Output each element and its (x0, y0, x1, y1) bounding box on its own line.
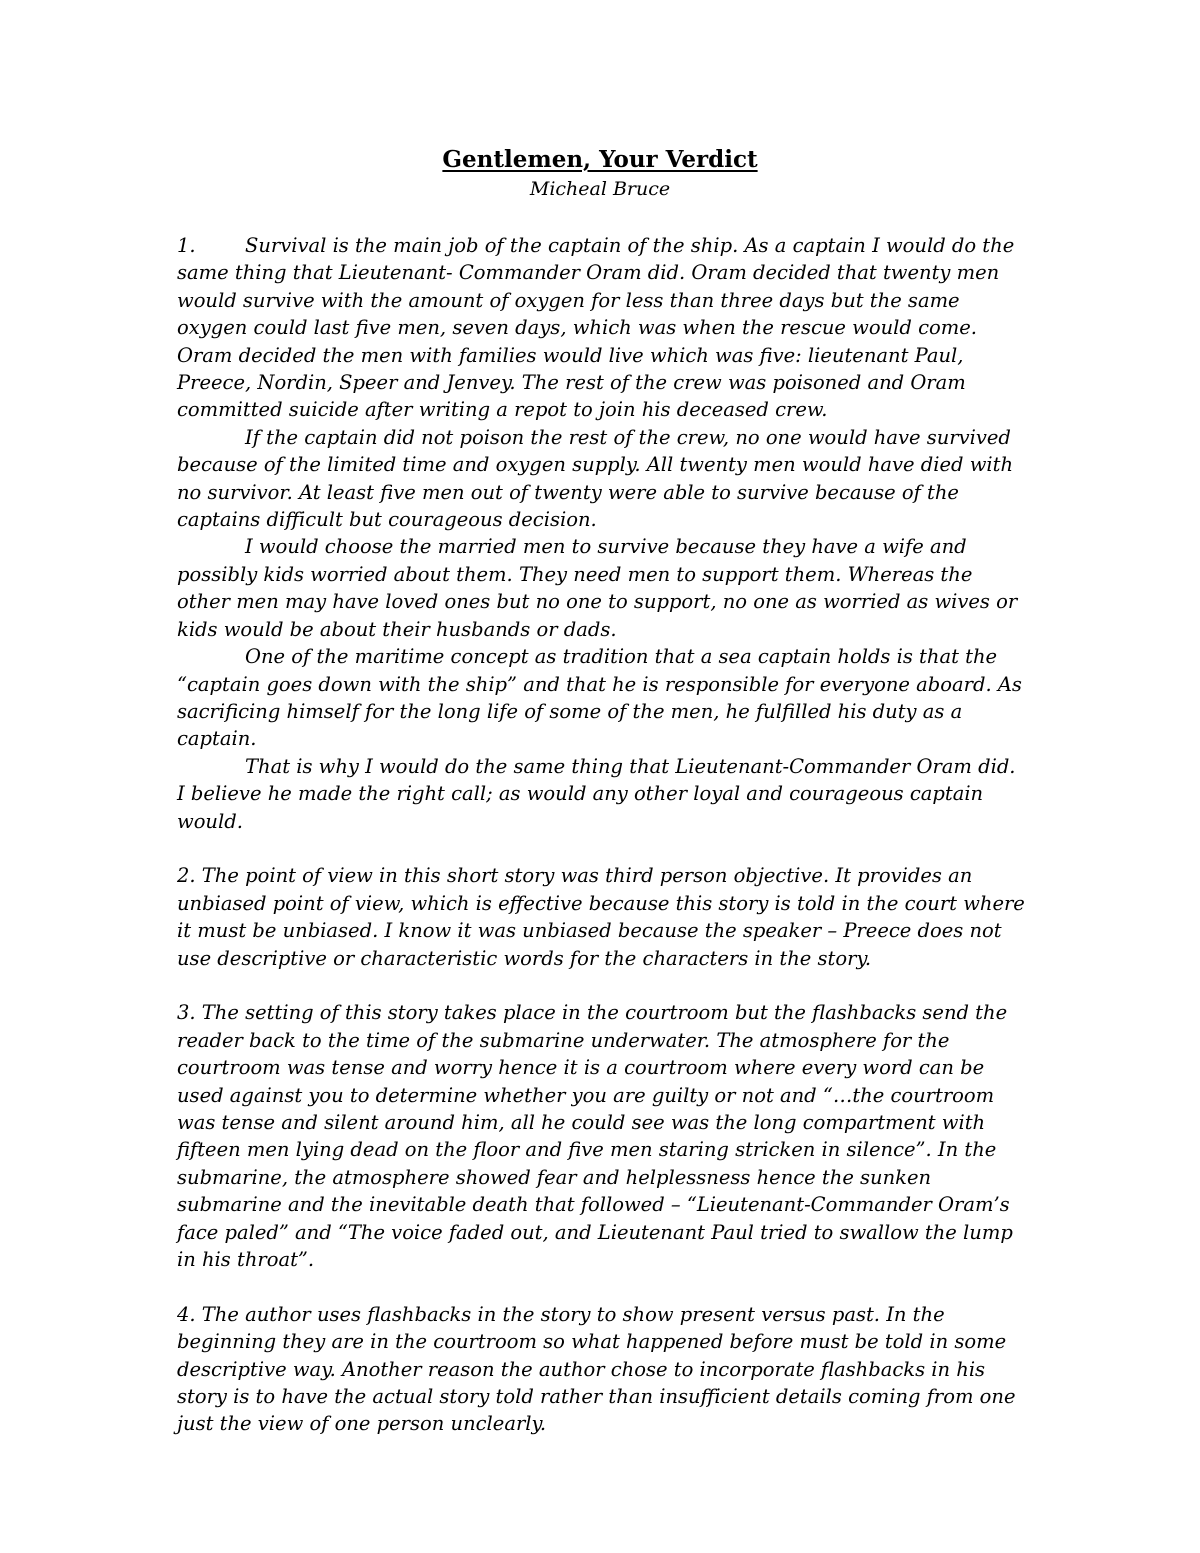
document-author: Micheal Bruce (529, 178, 671, 200)
answer-1-paragraph-1 (177, 232, 1027, 424)
answer-1-number: 1. (177, 234, 196, 257)
answer-2: 2. The point of view in this short story was third person objective. It provides an unbiased point of view, which is effective because this story is told in the court where it must be unbiased. I know it was unbiased because the speaker – Preece does not use descriptive or characteristic words for the characters in the story. (177, 864, 1025, 970)
document-title: Gentlemen, Your Verdict (442, 146, 758, 173)
answer-1-paragraph-5: That is why I would do the same thing that Lieutenant-Commander Oram did. I believe he made the right call; as would any other loyal and courageous captain would. (177, 754, 1016, 833)
answer-1-paragraph-1-text: Survival is the main job of the captain of the ship. As a captain I would do the same thing that Lieutenant- Commander Oram did. Oram decided that twenty men would survive with the amount of oxygen for less than three days but the same oxygen could last five men, seven days, which was when the rescue would come. Oram decided the men with families would live which was five: lieutenant Paul, Preece, Nordin, Speer and Jenvey. The rest of the crew was poisoned and Oram committed suicide after writing a repot to join his deceased crew. (177, 234, 1015, 422)
answer-4: 4. The author uses flashbacks in the story to show present versus past. In the beginning they are in the courtroom so what happened before must be told in some descriptive way. Another reason the author chose to incorporate flashbacks in his story is to have the actual story told rather than insufficient details coming from one just the view of one person unclearly. (177, 1302, 1016, 1436)
answer-1-paragraph-2: If the captain did not poison the rest of the crew, no one would have survived because of the limited time and oxygen supply. All twenty men would have died with no survivor. At least five men out of twenty were able to survive because of the captains difficult but courageous decision. (177, 425, 1014, 532)
answer-1-paragraph-4: One of the maritime concept as tradition that a sea captain holds is that the “captain goes down with the ship” and that he is responsible for everyone aboard. As sacrificing himself for the long life of some of the men, he fulfilled his duty as a captain. (177, 645, 1022, 751)
document-body (177, 232, 1027, 1438)
answer-1-paragraph-3: I would choose the married men to survive because they have a wife and possibly kids worried about them. They need men to support them. Whereas the other men may have loved ones but no one to support, no one as worried as wives or kids would be about their husbands or dads. (177, 535, 1018, 641)
answer-3: 3. The setting of this story takes place in the courtroom but the flashbacks send the reader back to the time of the submarine underwater. The atmosphere for the courtroom was tense and worry hence it is a courtroom where every word can be used against you to determine whether you are guilty or not and “…the courtroom was tense and silent around him, all he could see was the long compartment with fifteen men lying dead on the floor and five men staring stricken in silence”. In the submarine, the atmosphere showed fear and helplessness hence the sunken submarine and the inevitable death that followed – “Lieutenant-Commander Oram’s face paled” and “The voice faded out, and Lieutenant Paul tried to swallow the lump in his throat”. (177, 1001, 1013, 1271)
